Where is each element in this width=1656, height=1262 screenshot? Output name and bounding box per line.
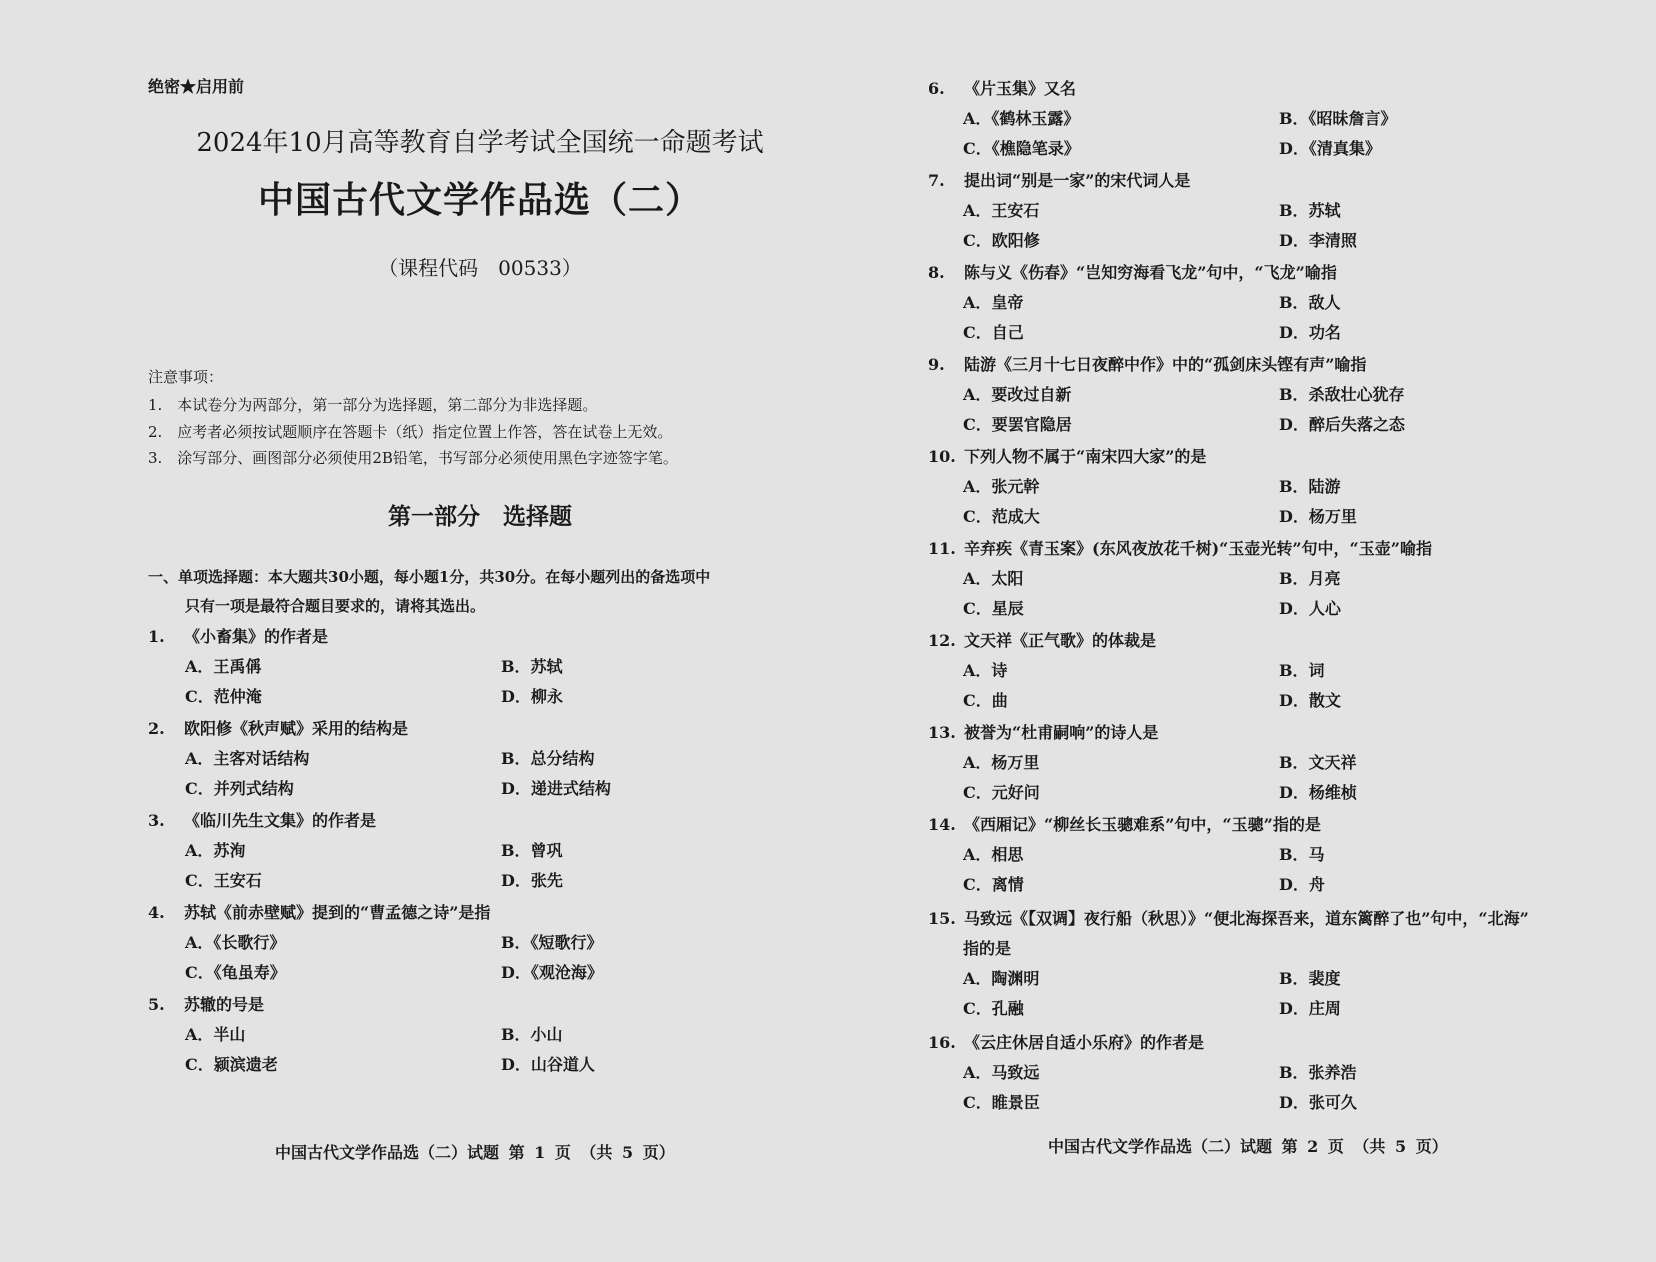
option-d: D．醉后失落之态 — [1279, 415, 1405, 434]
option-b: B．敌人 — [1279, 293, 1341, 312]
question-stem: 提出词“别是一家”的宋代词人是 — [964, 171, 1191, 190]
question-13 — [928, 718, 1628, 808]
question-stem: 陆游《三月十七日夜醉中作》中的“孤剑床头铿有声”喻指 — [964, 355, 1367, 374]
option-b: B．马 — [1279, 845, 1325, 864]
question-stem: 《片玉集》又名 — [964, 79, 1077, 98]
option-b: B．苏轼 — [501, 657, 563, 676]
option-b: B．裴度 — [1279, 969, 1341, 988]
course-code: （课程代码 00533） — [378, 256, 582, 280]
option-c: C．颍滨遗老 — [185, 1055, 278, 1074]
question-2 — [148, 714, 848, 804]
option-b: B．陆游 — [1279, 477, 1341, 496]
option-c: C．并列式结构 — [185, 779, 294, 798]
question-12 — [928, 626, 1628, 716]
option-c: C．睢景臣 — [963, 1093, 1040, 1112]
option-d: D．人心 — [1279, 599, 1341, 618]
question-number: 6. — [928, 79, 945, 98]
question-16 — [928, 1028, 1628, 1118]
option-a: A．诗 — [963, 661, 1008, 680]
option-d: D．李清照 — [1279, 231, 1357, 250]
question-number: 16. — [928, 1033, 956, 1052]
option-a: A．杨万里 — [963, 753, 1040, 772]
question-15 — [928, 904, 1628, 1024]
option-c: C．自己 — [963, 323, 1024, 342]
option-a: A．《长歌行》 — [185, 933, 286, 952]
question-14 — [928, 810, 1628, 900]
option-c: C．欧阳修 — [963, 231, 1040, 250]
notes-heading: 注意事项： — [148, 368, 224, 386]
option-d: D．张可久 — [1279, 1093, 1357, 1112]
option-d: D．舟 — [1279, 875, 1325, 894]
option-c: C．星辰 — [963, 599, 1024, 618]
question-stem: 下列人物不属于“南宋四大家”的是 — [964, 447, 1207, 466]
question-number: 11. — [928, 539, 956, 558]
section-header — [148, 563, 710, 621]
page-footer: 中国古代文学作品选（二）试题 第 1 页 （共 5 页） — [275, 1143, 675, 1162]
option-c: C．范成大 — [963, 507, 1040, 526]
option-d: D．山谷道人 — [501, 1055, 595, 1074]
question-stem: 《云庄休居自适小乐府》的作者是 — [964, 1033, 1205, 1052]
question-8 — [928, 258, 1628, 348]
option-a: A．陶渊明 — [963, 969, 1040, 988]
question-number: 15. — [928, 909, 956, 928]
question-number: 1. — [148, 627, 165, 646]
section-instructions-line1: 一、单项选择题：本大题共30小题，每小题1分，共30分。在每小题列出的备选项中 — [148, 568, 711, 586]
option-a: A．主客对话结构 — [185, 749, 310, 768]
option-a: A．王禹偁 — [185, 657, 262, 676]
confidential-label: 绝密★启用前 — [148, 77, 245, 96]
page-footer: 中国古代文学作品选（二）试题 第 2 页 （共 5 页） — [1048, 1137, 1448, 1156]
option-a: A．相思 — [963, 845, 1024, 864]
option-b: B．文天祥 — [1279, 753, 1357, 772]
question-6 — [928, 74, 1628, 164]
question-5 — [148, 990, 848, 1080]
option-b: B．曾巩 — [501, 841, 563, 860]
question-number: 8. — [928, 263, 945, 282]
question-number: 3. — [148, 811, 165, 830]
option-b: B．张养浩 — [1279, 1063, 1357, 1082]
option-b: B．《短歌行》 — [501, 933, 603, 952]
question-number: 9. — [928, 355, 945, 374]
option-c: C．曲 — [963, 691, 1008, 710]
question-3 — [148, 806, 848, 896]
question-stem: 《临川先生文集》的作者是 — [184, 811, 377, 830]
option-c: C．王安石 — [185, 871, 262, 890]
question-number: 2. — [148, 719, 165, 738]
option-c: C．《龟虽寿》 — [185, 963, 286, 982]
question-9 — [928, 350, 1628, 440]
option-b: B．小山 — [501, 1025, 563, 1044]
option-a: A．皇帝 — [963, 293, 1024, 312]
part-title: 第一部分 选择题 — [388, 503, 572, 530]
question-number: 7. — [928, 171, 945, 190]
section-instructions-line2: 只有一项是最符合题目要求的，请将其选出。 — [185, 597, 486, 615]
question-number: 10. — [928, 447, 956, 466]
option-d: D．《观沧海》 — [501, 963, 603, 982]
option-c: C．元好问 — [963, 783, 1040, 802]
option-a: A．要改过自新 — [963, 385, 1072, 404]
note-item: 3. 涂写部分、画图部分必须使用2B铅笔，书写部分必须使用黑色字迹签字笔。 — [148, 449, 678, 467]
option-a: A．张元幹 — [963, 477, 1040, 496]
option-a: A．太阳 — [963, 569, 1024, 588]
question-stem: 欧阳修《秋声赋》采用的结构是 — [184, 719, 409, 738]
option-b: B．词 — [1279, 661, 1325, 680]
option-b: B．总分结构 — [501, 749, 595, 768]
option-a: A．《鹤林玉露》 — [963, 109, 1080, 128]
option-a: A．王安石 — [963, 201, 1040, 220]
option-b: B．杀敌壮心犹存 — [1279, 385, 1405, 404]
question-11 — [928, 534, 1628, 624]
question-stem: 马致远《【双调】夜行船（秋思）》“便北海探吾来，道东篱醉了也”句中，“北海” — [964, 909, 1529, 928]
question-stem: 《小畜集》的作者是 — [184, 627, 329, 646]
question-stem: 苏轼《前赤壁赋》提到的“曹孟德之诗”是指 — [184, 903, 491, 922]
question-stem: 陈与义《伤春》“岂知穷海看飞龙”句中，“飞龙”喻指 — [964, 263, 1337, 282]
question-stem-continued: 指的是 — [963, 939, 1012, 958]
option-d: D．功名 — [1279, 323, 1341, 342]
option-d: D．庄周 — [1279, 999, 1341, 1018]
question-stem: 辛弃疾《青玉案》(东风夜放花千树)“玉壶光转”句中，“玉壶”喻指 — [964, 539, 1432, 558]
option-d: D．杨维桢 — [1279, 783, 1357, 802]
question-number: 4. — [148, 903, 165, 922]
note-item: 1. 本试卷分为两部分，第一部分为选择题，第二部分为非选择题。 — [148, 396, 598, 414]
option-b: B．月亮 — [1279, 569, 1341, 588]
option-a: A．马致远 — [963, 1063, 1040, 1082]
option-d: D．柳永 — [501, 687, 563, 706]
option-d: D．张先 — [501, 871, 563, 890]
option-c: C．要罢官隐居 — [963, 415, 1072, 434]
option-a: A．半山 — [185, 1025, 246, 1044]
option-c: C．离情 — [963, 875, 1024, 894]
option-b: B．《昭昧詹言》 — [1279, 109, 1397, 128]
option-d: D．递进式结构 — [501, 779, 611, 798]
question-stem: 《西厢记》“柳丝长玉骢难系”句中，“玉骢”指的是 — [964, 815, 1321, 834]
option-b: B．苏轼 — [1279, 201, 1341, 220]
notes-list — [148, 392, 678, 472]
note-item: 2. 应考者必须按试题顺序在答题卡（纸）指定位置上作答，答在试卷上无效。 — [148, 422, 673, 441]
option-a: A．苏洵 — [185, 841, 246, 860]
exam-title: 2024年10月高等教育自学考试全国统一命题考试 — [196, 128, 764, 158]
question-1 — [148, 622, 848, 712]
question-10 — [928, 442, 1628, 532]
option-d: D．《清真集》 — [1279, 139, 1381, 158]
option-c: C．范仲淹 — [185, 687, 262, 706]
question-stem: 苏辙的号是 — [184, 995, 265, 1014]
question-number: 12. — [928, 631, 956, 650]
question-4 — [148, 898, 848, 988]
subject-title: 中国古代文学作品选（二） — [257, 179, 702, 221]
question-stem: 被誉为“杜甫嗣响”的诗人是 — [964, 723, 1159, 742]
question-7 — [928, 166, 1628, 256]
right-page — [900, 0, 1656, 1262]
question-number: 13. — [928, 723, 956, 742]
question-number: 14. — [928, 815, 956, 834]
option-d: D．杨万里 — [1279, 507, 1357, 526]
option-c: C．孔融 — [963, 999, 1024, 1018]
question-stem: 文天祥《正气歌》的体裁是 — [964, 631, 1157, 650]
option-d: D．散文 — [1279, 691, 1341, 710]
option-c: C．《樵隐笔录》 — [963, 139, 1080, 158]
question-number: 5. — [148, 995, 165, 1014]
